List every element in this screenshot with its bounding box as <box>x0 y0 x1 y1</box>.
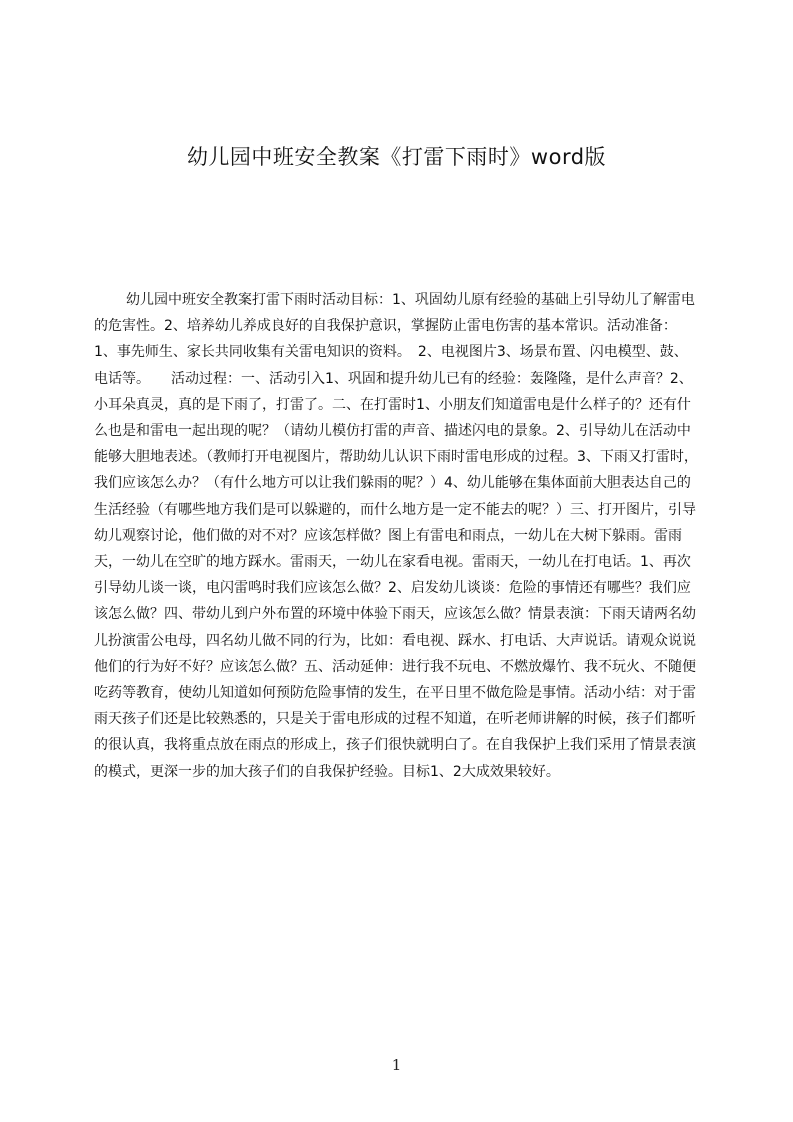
document-title: 幼儿园中班安全教案《打雷下雨时》word版 <box>186 145 607 169</box>
document-body: 幼儿园中班安全教案打雷下雨时活动目标：1、巩固幼儿原有经验的基础上引导幼儿了解雷电的危害性。2、培养幼儿养成良好的自我保护意识，掌握防止雷电伤害的基本常识。活动准备：1、事先师生、家长共同收集有关雷电知识的资料。 2、电视图片3、场景布置、闪电模型、鼓、电话等。 活动过程：一、活动引入1、巩固和提升幼儿已有的经验：轰隆隆，是什么声音？2、小耳朵真灵，真的是下雨了，打雷了。二、在打雷时1、小朋友们知道雷电是什么样子的？还有什么也是和雷电一起出现的呢？（请幼儿模仿打雷的声音、描述闪电的景象。2、引导幼儿在活动中能够大胆地表述。（教师打开电视图片，帮助幼儿认识下雨时雷电形成的过程。3、下雨又打雷时，我们应该怎么办？（有什么地方可以让我们躲雨的呢？）4、幼儿能够在集体面前大胆表达自己的生活经验（有哪些地方我们是可以躲避的，而什么地方是一定不能去的呢？）三、打开图片，引导幼儿观察讨论，他们做的对不对？应该怎样做？图上有雷电和雨点，一幼儿在大树下躲雨。雷雨天，一幼儿在空旷的地方踩水。雷雨天，一幼儿在家看电视。雷雨天，一幼儿在打电话。1、再次引导幼儿谈一谈，电闪雷鸣时我们应该怎么做？2、启发幼儿谈谈：危险的事情还有哪些？我们应该怎么做？四、带幼儿到户外布置的环境中体验下雨天，应该怎么做？情景表演：下雨天请两名幼儿扮演雷公电母，四名幼儿做不同的行为，比如：看电视、踩水、打电话、大声说话。请观众说说他们的行为好不好？应该怎么做？五、活动延伸：进行我不玩电、不燃放爆竹、我不玩火、不随便吃药等教育，使幼儿知道如何预防危险事情的发生，在平日里不做危险是事情。活动小结：对于雷雨天孩子们还是比较熟悉的，只是关于雷电形成的过程不知道，在听老师讲解的时候，孩子们都听的很认真，我将重点放在雨点的形成上，孩子们很快就明白了。在自我保护上我们采用了情景表演的模式，更深一步的加大孩子们的自我保护经验。目标1、2大成效果较好。 <box>94 292 698 780</box>
page-number: 1 <box>391 1056 402 1074</box>
